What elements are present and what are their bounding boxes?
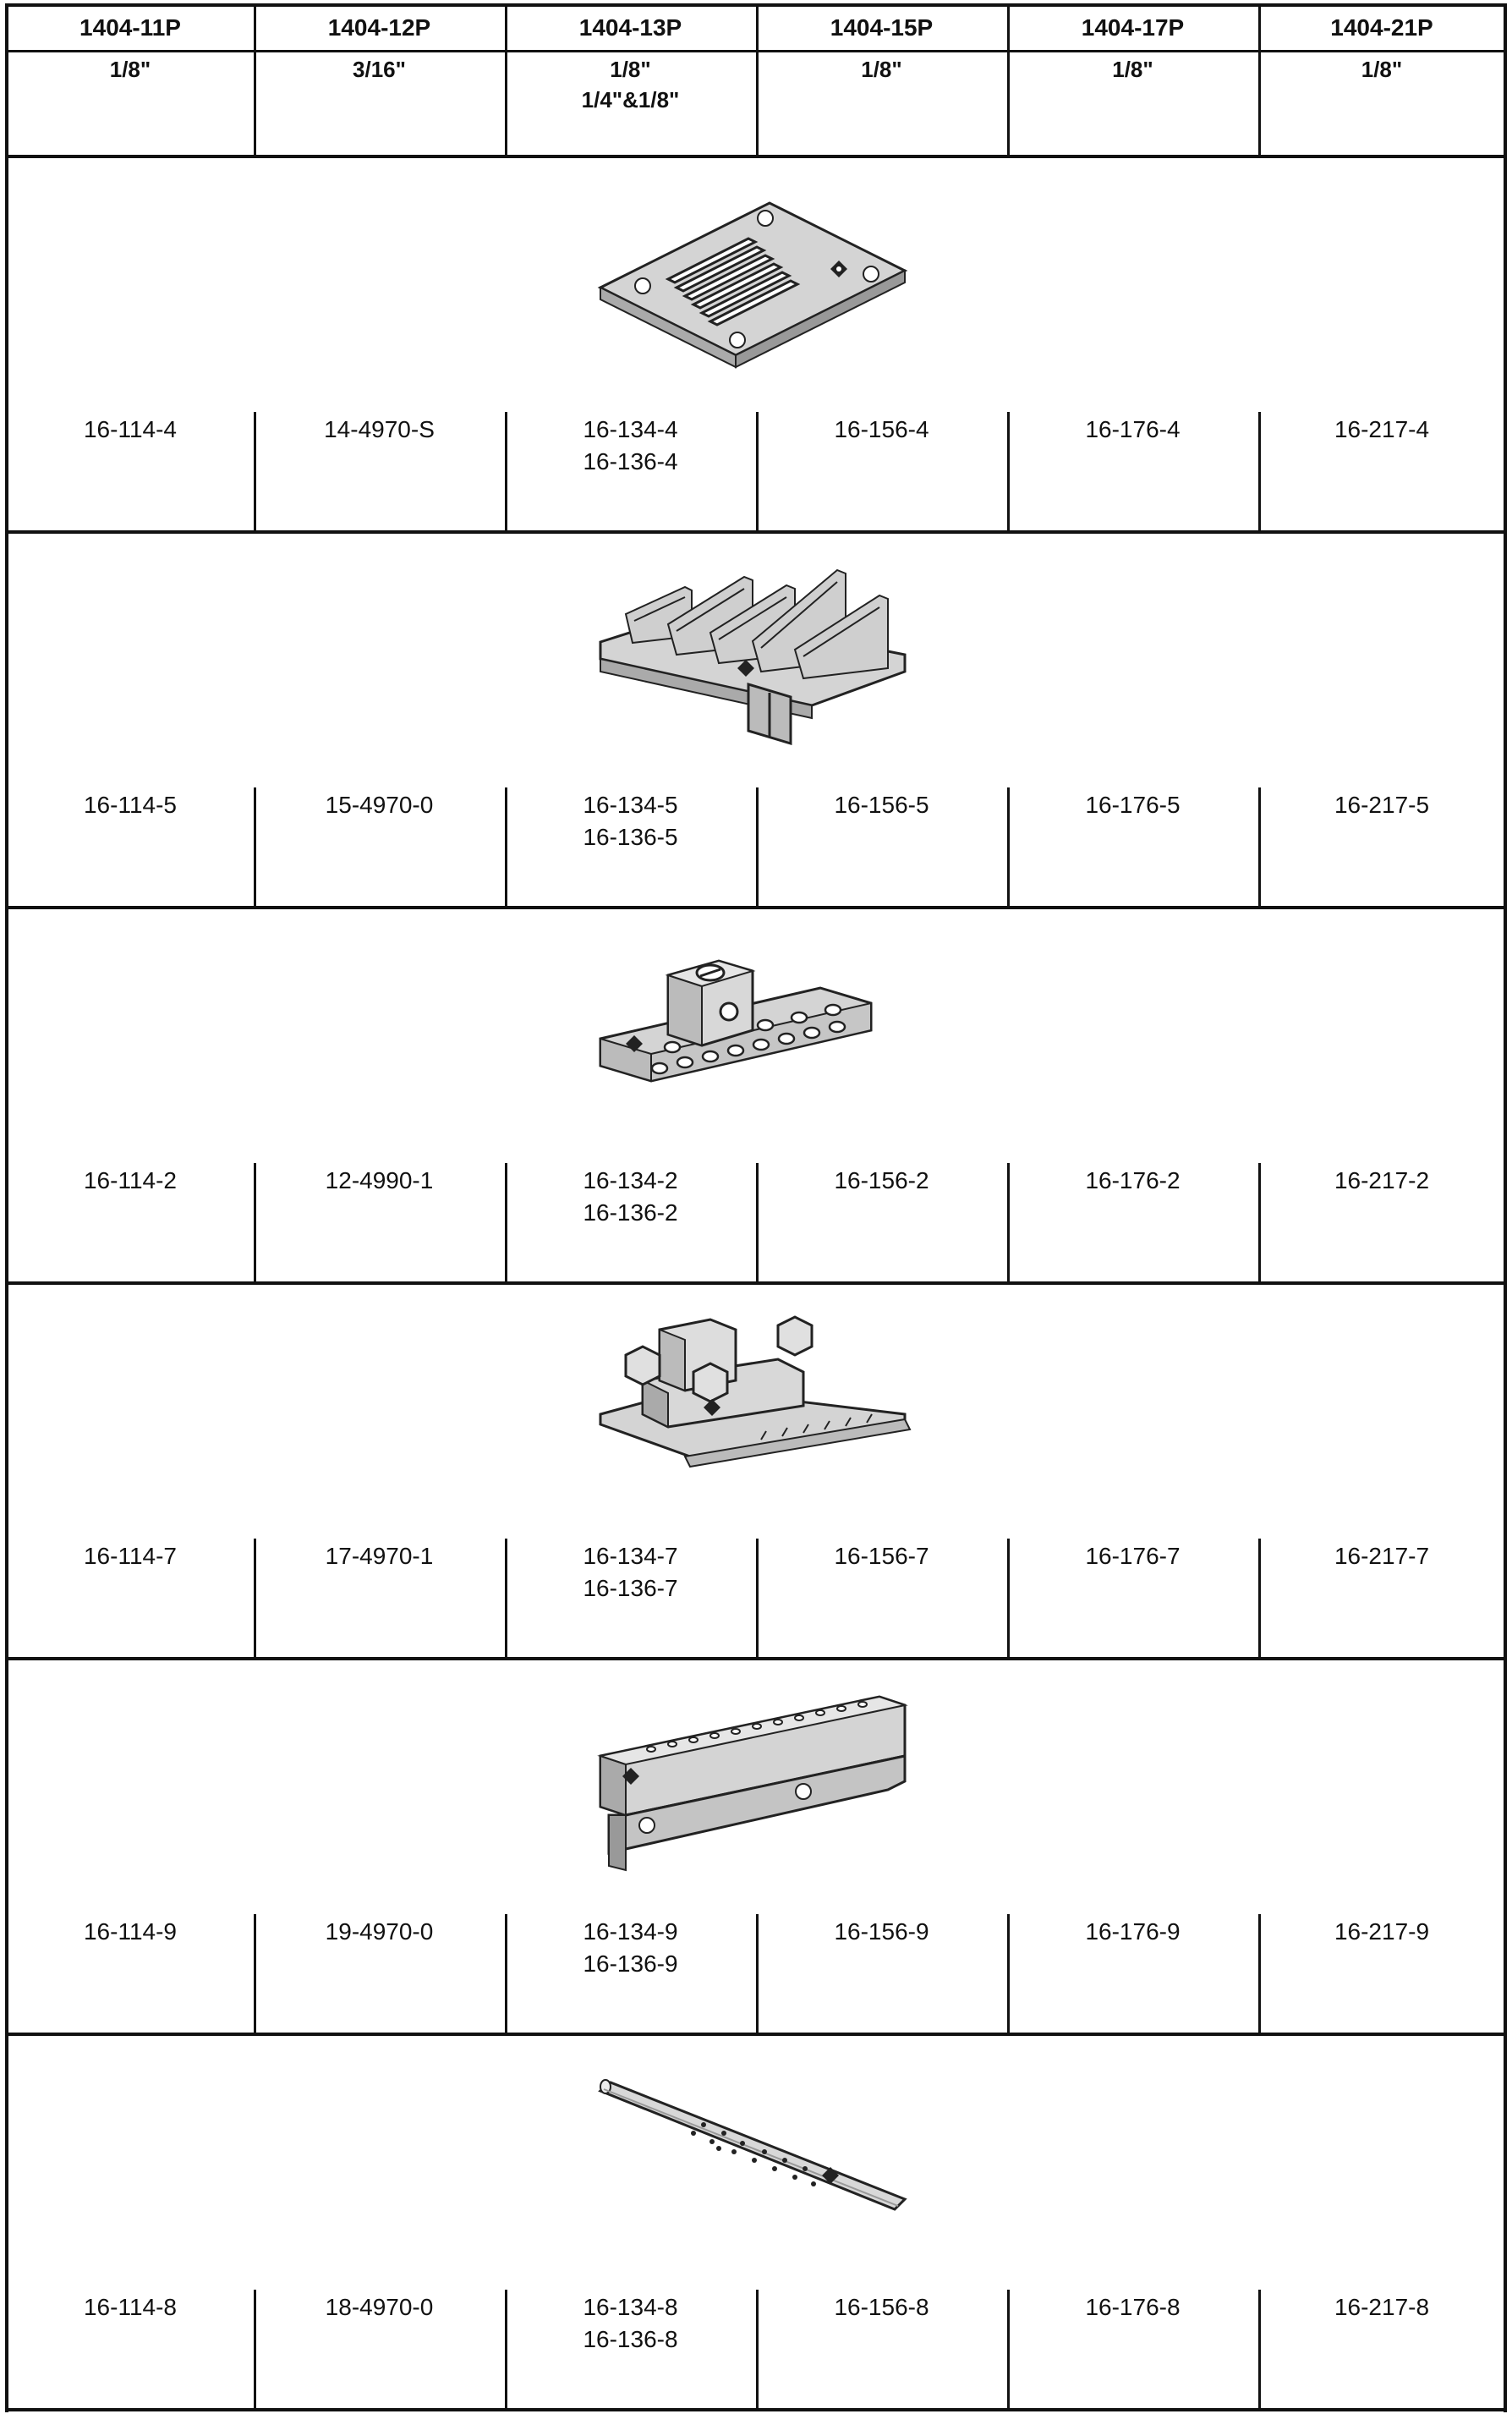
part-number: 16-114-5 — [83, 792, 177, 818]
column-rule — [1504, 3, 1507, 2412]
column-rule — [505, 1163, 507, 1281]
column-rule — [1258, 1163, 1261, 1281]
part-number-cell — [1007, 1540, 1258, 1572]
model-label: 1404-13P — [578, 14, 682, 41]
column-rule — [756, 1163, 759, 1281]
gauge-value: 1/8" — [610, 57, 651, 82]
gauge-cell-2 — [254, 54, 505, 85]
part-number-cell — [756, 1165, 1007, 1197]
part-number-cell — [1258, 2291, 1505, 2323]
part-number: 16-114-2 — [83, 1167, 177, 1193]
model-label: 1404-15P — [830, 14, 934, 41]
gauge-cell-3 — [505, 54, 756, 115]
column-rule — [254, 1539, 256, 1657]
part-number-cell — [1007, 1165, 1258, 1197]
model-label: 1404-17P — [1081, 14, 1185, 41]
part-number: 16-176-7 — [1085, 1543, 1181, 1569]
column-rule — [1007, 2290, 1010, 2408]
part-number-cell — [505, 414, 756, 478]
part-number: 16-134-5 — [583, 792, 678, 818]
part-number: 16-156-4 — [834, 416, 929, 442]
part-number-cell — [7, 1540, 254, 1572]
part-number: 16-134-7 — [583, 1543, 678, 1569]
thread-guide-rod-icon — [592, 2060, 913, 2254]
part-number-cell — [254, 1916, 505, 1948]
gauge-cell-5 — [1007, 54, 1258, 85]
part-number: 16-134-8 — [583, 2294, 678, 2320]
part-number-cell — [254, 414, 505, 446]
part-number: 16-114-7 — [83, 1543, 177, 1569]
column-rule — [1007, 1539, 1010, 1657]
column-rule — [1007, 412, 1010, 530]
gauge-cell-1 — [7, 54, 254, 85]
presser-foot-icon — [592, 1308, 913, 1503]
model-label: 1404-12P — [327, 14, 431, 41]
part-illustration — [592, 182, 913, 376]
part-number-cell — [1007, 2291, 1258, 2323]
part-number-cell — [756, 1540, 1007, 1572]
part-number-cell — [1258, 789, 1505, 821]
looper-bar-icon — [592, 1684, 913, 1879]
column-rule — [756, 787, 759, 906]
part-number-cell — [505, 1165, 756, 1229]
part-number: 16-176-8 — [1085, 2294, 1181, 2320]
column-rule — [505, 412, 507, 530]
part-number: 12-4990-1 — [325, 1167, 434, 1193]
column-rule — [1258, 787, 1261, 906]
part-number-cell — [1007, 414, 1258, 446]
model-label: 1404-21P — [1330, 14, 1433, 41]
part-number: 16-156-8 — [834, 2294, 929, 2320]
model-header-5 — [1007, 12, 1258, 44]
column-rule — [254, 3, 256, 158]
part-number: 16-217-8 — [1334, 2294, 1430, 2320]
feed-dog-icon — [592, 557, 913, 752]
part-number-cell — [756, 789, 1007, 821]
part-illustration — [592, 1308, 913, 1503]
part-number-cell — [7, 1165, 254, 1197]
column-rule — [505, 3, 507, 158]
part-number-cell — [756, 1916, 1007, 1948]
column-rule — [1258, 2290, 1261, 2408]
needle-clamp-icon — [592, 933, 913, 1127]
gauge-value: 3/16" — [353, 57, 406, 82]
column-rule — [756, 412, 759, 530]
part-number: 16-134-2 — [583, 1167, 678, 1193]
gauge-value: 1/8" — [1361, 57, 1403, 82]
part-number-cell — [1258, 1916, 1505, 1948]
part-illustration — [592, 1684, 913, 1879]
column-rule — [756, 3, 759, 158]
part-number: 19-4970-0 — [325, 1918, 434, 1945]
column-rule — [505, 787, 507, 906]
gauge-cell-4 — [756, 54, 1007, 85]
column-rule — [5, 3, 8, 2412]
gauge-value: 1/4"&1/8" — [581, 87, 680, 112]
throat-plate-icon — [592, 182, 913, 376]
column-rule — [1007, 3, 1010, 158]
column-rule — [756, 1539, 759, 1657]
part-number-cell — [254, 2291, 505, 2323]
column-rule — [505, 2290, 507, 2408]
table-rule — [5, 530, 1507, 534]
part-number: 16-176-5 — [1085, 792, 1181, 818]
part-number: 16-134-9 — [583, 1918, 678, 1945]
part-illustration — [592, 933, 913, 1127]
part-number-cell — [1258, 414, 1505, 446]
part-number-cell — [505, 1540, 756, 1605]
table-rule — [5, 1281, 1507, 1285]
part-number-cell — [1258, 1165, 1505, 1197]
part-number: 16-136-2 — [583, 1199, 678, 1226]
table-rule — [5, 906, 1507, 909]
part-number: 17-4970-1 — [325, 1543, 434, 1569]
model-label: 1404-11P — [79, 14, 181, 41]
gauge-value: 1/8" — [109, 57, 151, 82]
part-number: 15-4970-0 — [325, 792, 434, 818]
gauge-cell-6 — [1258, 54, 1505, 85]
column-rule — [1258, 412, 1261, 530]
table-rule — [5, 1657, 1507, 1660]
part-number: 18-4970-0 — [325, 2294, 434, 2320]
part-number-cell — [756, 2291, 1007, 2323]
part-number: 16-176-4 — [1085, 416, 1181, 442]
part-number: 16-136-4 — [583, 448, 678, 475]
model-header-4 — [756, 12, 1007, 44]
column-rule — [1007, 1163, 1010, 1281]
column-rule — [1258, 1539, 1261, 1657]
part-number: 16-217-4 — [1334, 416, 1430, 442]
column-rule — [1258, 1914, 1261, 2033]
part-number: 16-217-9 — [1334, 1918, 1430, 1945]
part-number-cell — [7, 414, 254, 446]
part-number-cell — [7, 789, 254, 821]
gauge-value: 1/8" — [861, 57, 902, 82]
model-header-3 — [505, 12, 756, 44]
part-number: 16-136-8 — [583, 2326, 678, 2352]
part-number-cell — [7, 1916, 254, 1948]
part-number: 16-156-5 — [834, 792, 929, 818]
column-rule — [505, 1914, 507, 2033]
column-rule — [254, 2290, 256, 2408]
part-number: 16-217-7 — [1334, 1543, 1430, 1569]
column-rule — [254, 1163, 256, 1281]
part-number: 16-176-9 — [1085, 1918, 1181, 1945]
column-rule — [254, 412, 256, 530]
model-header-1 — [7, 12, 254, 44]
part-illustration — [592, 557, 913, 752]
column-rule — [1258, 3, 1261, 158]
part-number: 16-114-9 — [83, 1918, 177, 1945]
part-number-cell — [505, 789, 756, 853]
table-rule — [5, 2408, 1507, 2411]
part-number-cell — [254, 1540, 505, 1572]
model-header-6 — [1258, 12, 1505, 44]
part-number: 16-156-9 — [834, 1918, 929, 1945]
column-rule — [1007, 787, 1010, 906]
model-header-2 — [254, 12, 505, 44]
part-number-cell — [1007, 1916, 1258, 1948]
part-number: 16-176-2 — [1085, 1167, 1181, 1193]
part-number-cell — [1007, 789, 1258, 821]
part-number-cell — [7, 2291, 254, 2323]
part-number-cell — [254, 1165, 505, 1197]
part-number: 16-156-7 — [834, 1543, 929, 1569]
part-number: 16-114-8 — [83, 2294, 177, 2320]
part-number-cell — [505, 1916, 756, 1980]
part-illustration — [592, 2060, 913, 2254]
column-rule — [756, 2290, 759, 2408]
table-rule — [5, 2033, 1507, 2036]
part-number: 16-156-2 — [834, 1167, 929, 1193]
part-number: 16-217-5 — [1334, 792, 1430, 818]
column-rule — [254, 1914, 256, 2033]
part-number: 16-114-4 — [83, 416, 177, 442]
gauge-value: 1/8" — [1112, 57, 1153, 82]
part-number: 14-4970-S — [324, 416, 435, 442]
column-rule — [505, 1539, 507, 1657]
part-number: 16-217-2 — [1334, 1167, 1430, 1193]
column-rule — [756, 1914, 759, 2033]
part-number-cell — [756, 414, 1007, 446]
column-rule — [1007, 1914, 1010, 2033]
column-rule — [254, 787, 256, 906]
part-number: 16-136-7 — [583, 1575, 678, 1601]
part-number-cell — [505, 2291, 756, 2356]
part-number-cell — [254, 789, 505, 821]
part-number: 16-134-4 — [583, 416, 678, 442]
part-number: 16-136-5 — [583, 824, 678, 850]
part-number-cell — [1258, 1540, 1505, 1572]
part-number: 16-136-9 — [583, 1950, 678, 1977]
